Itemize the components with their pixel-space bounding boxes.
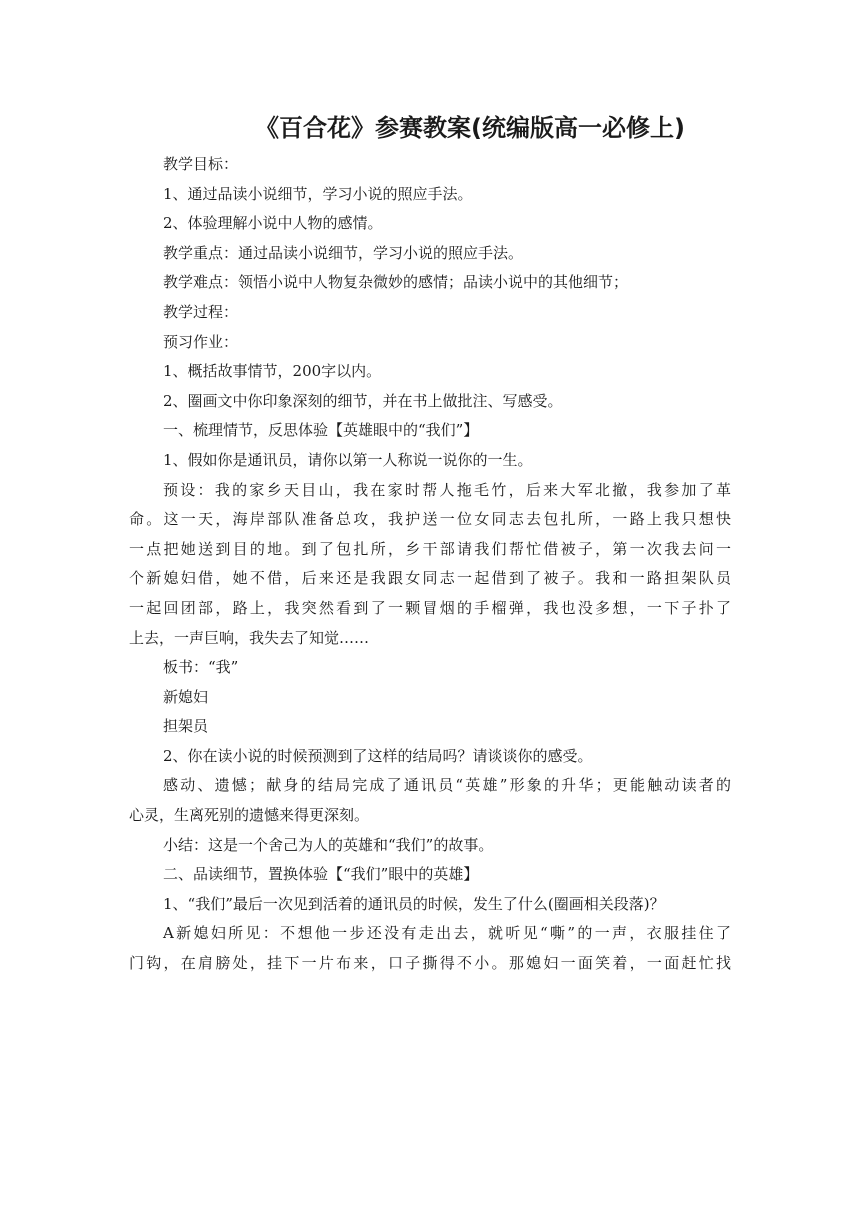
section-heading: 一、梳理情节，反思体验【英雄眼中的“我们”】 — [163, 421, 479, 440]
text-line: 2、体验理解小说中人物的感情。 — [163, 214, 383, 233]
text-line: 个新媳妇借，她不借，后来还是我跟女同志一起借到了被子。我和一路担架队员 — [129, 569, 731, 588]
text-line: 上去，一声巨响，我失去了知觉…… — [129, 628, 370, 647]
text-line: 一点把她送到目的地。到了包扎所，乡干部请我们帮忙借被子，第一次我去问一 — [129, 539, 731, 558]
text-line: 1、概括故事情节，200字以内。 — [163, 362, 382, 381]
text-line: A新媳妇所见：不想他一步还没有走出去，就听见“嘶”的一声，衣服挂住了 — [163, 924, 731, 943]
text-line: 小结：这是一个舍己为人的英雄和“我们”的故事。 — [163, 835, 494, 854]
text-line: 教学过程： — [163, 302, 239, 321]
text-line: 2、圈画文中你印象深刻的细节，并在书上做批注、写感受。 — [163, 391, 563, 410]
text-line: 预设：我的家乡天目山，我在家时帮人拖毛竹，后来大军北撤，我参加了革 — [163, 480, 731, 499]
text-line: 教学目标： — [163, 155, 239, 173]
text-line: 门钩，在肩膀处，挂下一片布来，口子撕得不小。那媳妇一面笑着，一面赶忙找 — [129, 954, 731, 973]
text-line: 预习作业： — [163, 332, 239, 351]
text-line: 板书：“我” — [163, 658, 239, 677]
text-line: 担架员 — [163, 717, 209, 736]
text-line: 1、通过品读小说细节，学习小说的照应手法。 — [163, 184, 473, 203]
page-title: 《百合花》参赛教案(统编版高一必修上) — [255, 114, 685, 142]
body-text — [129, 150, 731, 979]
text-line: 新媳妇 — [163, 687, 209, 706]
text-line: 教学难点：领悟小说中人物复杂微妙的感情；品读小说中的其他细节； — [163, 273, 629, 292]
text-line: 一起回团部，路上，我突然看到了一颗冒烟的手榴弹，我也没多想，一下子扑了 — [129, 598, 731, 617]
text-line: 2、你在读小说的时候预测到了这样的结局吗？请谈谈你的感受。 — [163, 746, 593, 765]
text-line: 1、假如你是通讯员，请你以第一人称说一说你的一生。 — [163, 450, 533, 469]
text-line: 心灵，生离死别的遗憾来得更深刻。 — [129, 806, 370, 825]
section-heading: 二、品读细节，置换体验【“我们”眼中的英雄】 — [163, 865, 479, 884]
text-line: 感动、遗憾；献身的结局完成了通讯员“英雄”形象的升华；更能触动读者的 — [163, 776, 731, 795]
text-line: 命。这一天，海岸部队准备总攻，我护送一位女同志去包扎所，一路上我只想快 — [129, 510, 731, 529]
text-line: 1、“我们”最后一次见到活着的通讯员的时候，发生了什么(圈画相关段落)？ — [163, 894, 665, 913]
text-line: 教学重点：通过品读小说细节，学习小说的照应手法。 — [163, 243, 524, 262]
